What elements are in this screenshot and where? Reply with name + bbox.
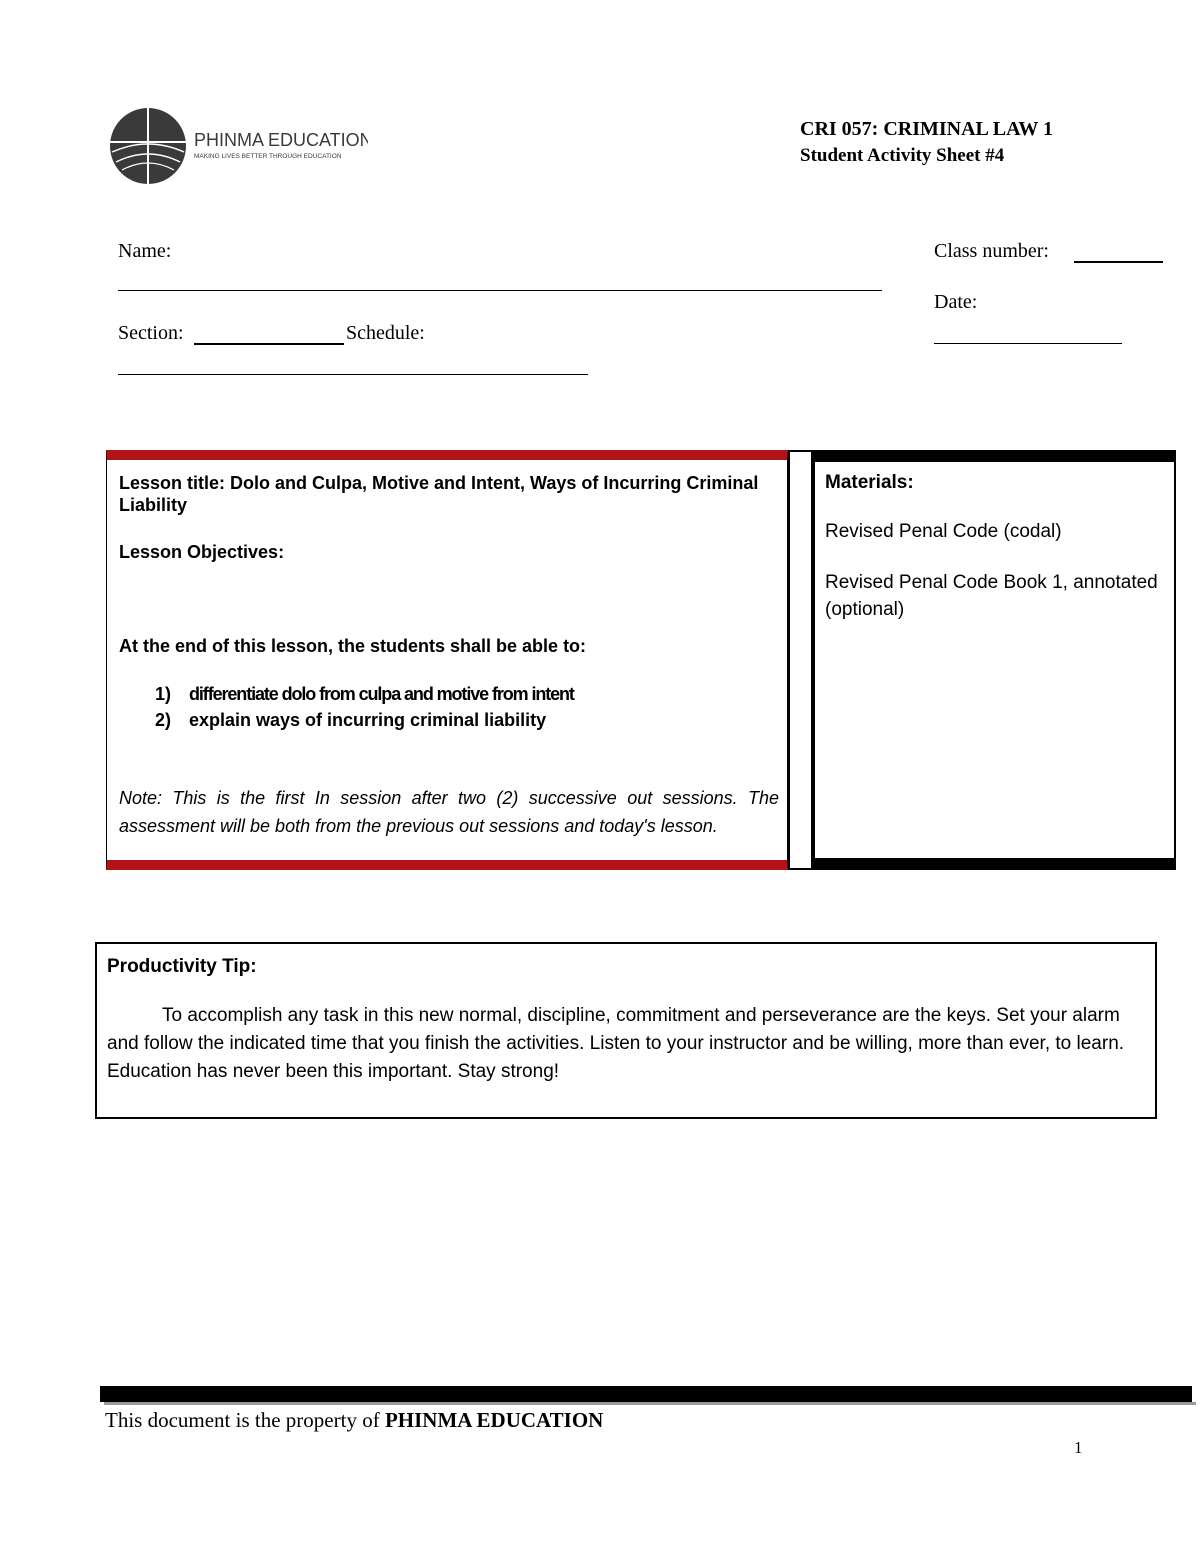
objective-number: 1): [155, 684, 172, 704]
materials-heading: Materials:: [825, 472, 914, 493]
lesson-title-label: Lesson title:: [119, 473, 226, 493]
page-number: 1: [1074, 1438, 1083, 1457]
objectives-intro: At the end of this lesson, the students shall be able to:: [119, 636, 587, 656]
objectives-heading: Lesson Objectives:: [119, 542, 285, 562]
tip-heading: Productivity Tip:: [107, 956, 257, 977]
materials-item: Revised Penal Code (codal): [825, 521, 1062, 542]
lesson-box: [106, 450, 788, 870]
date-field[interactable]: [934, 343, 1122, 344]
lesson-note: Note: This is the first In session after two (2) successive out sessions. The assessment will be both from the previous out sessions and today's lesson.: [119, 788, 779, 836]
schedule-field[interactable]: [118, 374, 588, 375]
footer-owner: PHINMA EDUCATION: [384, 1408, 604, 1432]
logo-globe-icon: [108, 106, 368, 188]
class-number-field[interactable]: [1074, 261, 1163, 263]
tip-body: To accomplish any task in this new normal, discipline, commitment and perseverance are the keys. Set your alarm and follow the indicated time that you finish the activities. Listen to your instructor and be willing, more than ever, to learn. Education has never been this important. Stay strong!: [107, 1005, 1125, 1082]
logo-name: PHINMA EDUCATION: [194, 130, 368, 150]
productivity-tip-box: [95, 942, 1157, 1119]
objective-text: explain ways of incurring criminal liability: [189, 710, 547, 730]
section-field[interactable]: [194, 343, 344, 345]
name-label: Name:: [118, 240, 172, 262]
objective-item: [119, 707, 779, 733]
materials-item: Revised Penal Code Book 1, annotated (optional): [825, 572, 1158, 620]
phinma-logo: [108, 106, 368, 188]
logo-tagline: MAKING LIVES BETTER THROUGH EDUCATION: [194, 153, 342, 160]
objectives-list: [119, 681, 779, 733]
name-field[interactable]: [118, 290, 882, 291]
sheet-title: Student Activity Sheet #4: [800, 145, 1005, 166]
objective-number: 2): [155, 710, 172, 730]
objective-item: [119, 681, 779, 707]
schedule-label: Schedule:: [346, 322, 425, 344]
date-label: Date:: [934, 291, 978, 313]
class-number-label: Class number:: [934, 240, 1049, 262]
lesson-title-value: Dolo and Culpa, Motive and Intent, Ways of Incurring Criminal Liability: [119, 473, 759, 515]
materials-box: [813, 450, 1176, 870]
course-title: CRI 057: CRIMINAL LAW 1: [800, 118, 1053, 140]
footer-bar-shadow: [104, 1402, 1196, 1405]
column-divider: [788, 450, 813, 870]
lesson-title: [119, 472, 779, 516]
footer-text: [105, 1408, 603, 1433]
footer-bar: [100, 1386, 1192, 1402]
section-label: Section:: [118, 322, 184, 344]
objective-text: differentiate dolo from culpa and motive from intent: [189, 684, 574, 704]
footer-prefix: This document is the property of: [105, 1408, 380, 1432]
